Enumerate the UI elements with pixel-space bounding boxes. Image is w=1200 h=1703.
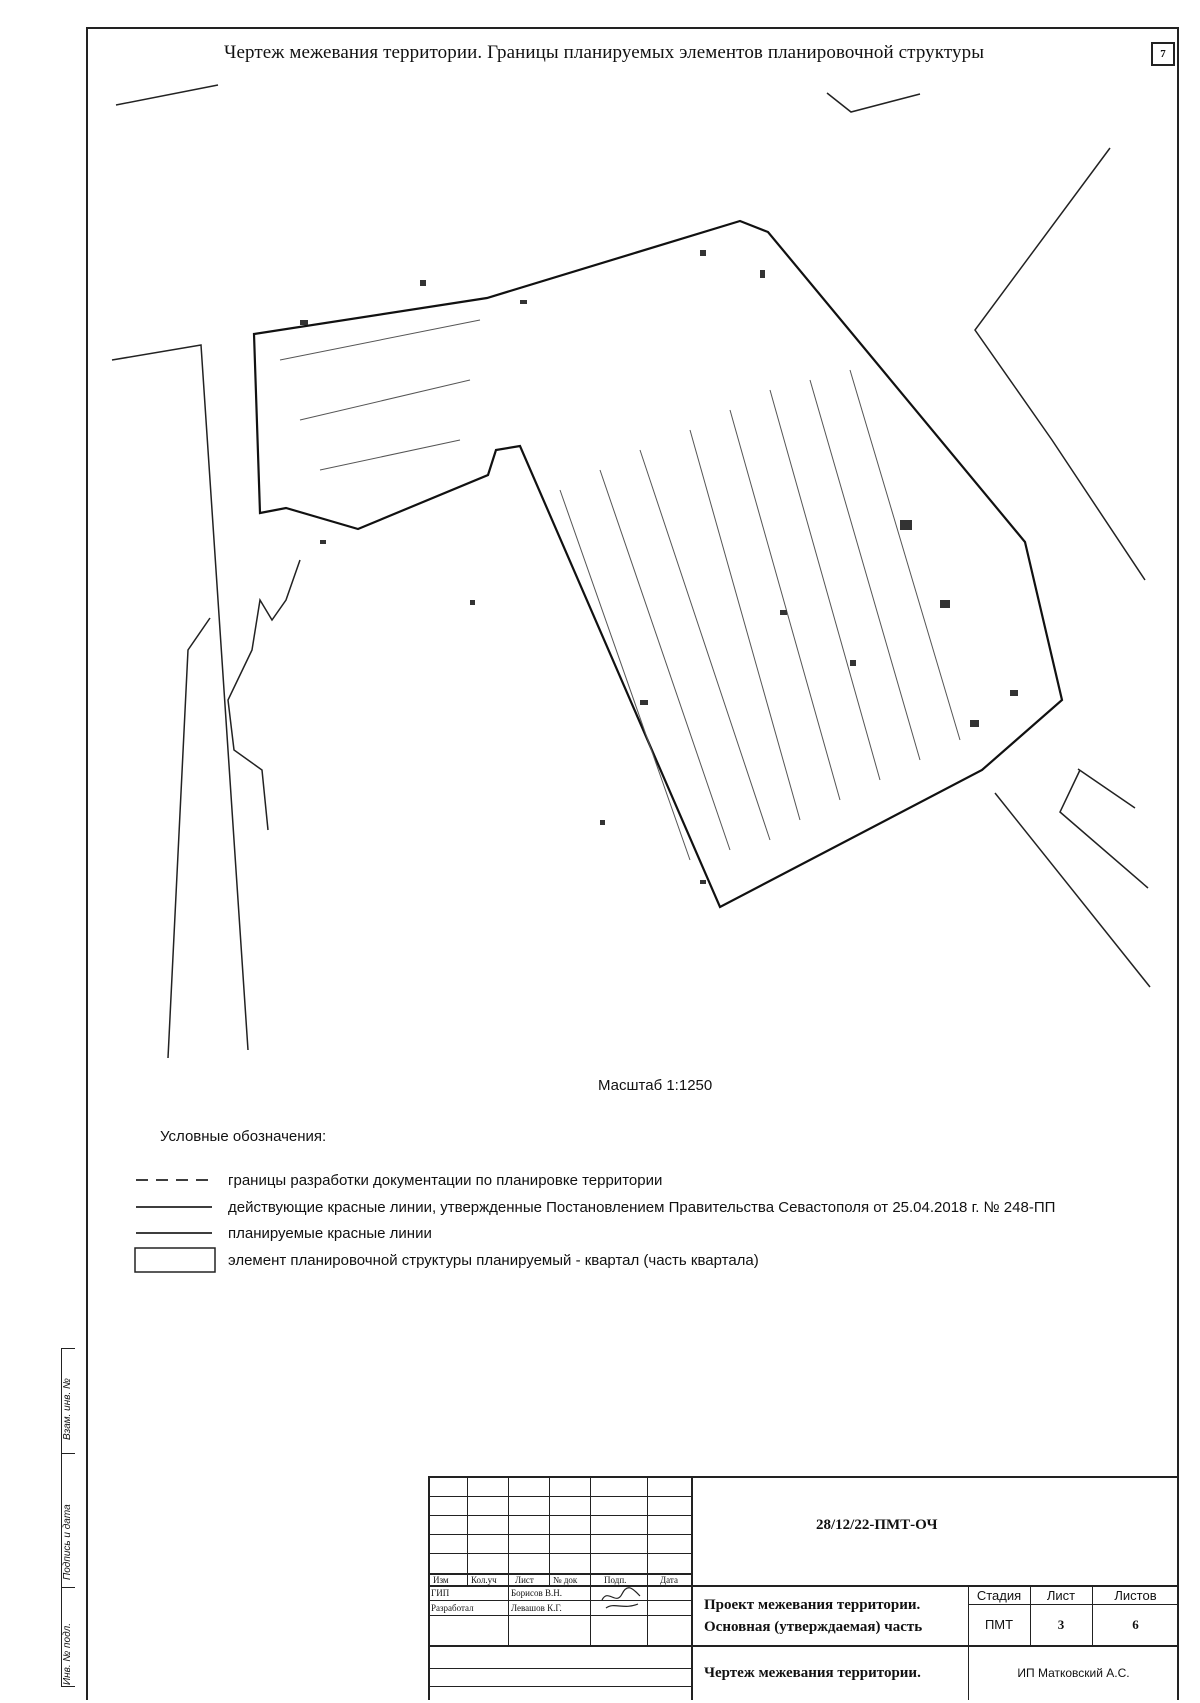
sheet-value: 3 bbox=[1057, 1617, 1065, 1632]
legend-symbol-solid-existing bbox=[134, 1201, 214, 1213]
sheet-title: Чертеж межевания территории. bbox=[704, 1665, 921, 1681]
stage-label: Стадия bbox=[976, 1588, 1022, 1603]
name-developer: Левашов К.Г. bbox=[511, 1603, 562, 1613]
project-title-line2: Основная (утверждаемая) часть bbox=[704, 1619, 923, 1635]
name-chief-engineer: Борисов В.Н. bbox=[511, 1588, 562, 1598]
header-list: Лист bbox=[515, 1575, 534, 1585]
road-edge-mid bbox=[228, 560, 300, 830]
role-chief-engineer: ГИП bbox=[431, 1588, 450, 1598]
sheets-value: 6 bbox=[1132, 1617, 1139, 1632]
side-stamp-divider bbox=[61, 1453, 75, 1454]
role-developer: Разработал bbox=[431, 1603, 474, 1613]
header-kol-uch: Кол.уч bbox=[471, 1575, 497, 1585]
road-edge-top-left bbox=[116, 85, 218, 105]
side-label-orig-inv: Инв. № подл. bbox=[62, 1622, 73, 1685]
block-boundary bbox=[254, 221, 1062, 907]
header-izm: Изм bbox=[433, 1575, 449, 1585]
drawing-title: Чертеж межевания территории. Границы планируемых элементов планировочной структуры bbox=[224, 42, 985, 63]
side-stamp-divider bbox=[61, 1587, 75, 1588]
road-edge-left-inner bbox=[168, 618, 210, 1058]
sheet-label: Лист bbox=[1046, 1588, 1076, 1603]
legend-symbol-dashed bbox=[134, 1174, 214, 1186]
road-edge-top-mid bbox=[827, 93, 920, 112]
side-label-replace-inv: Взам. инв. № bbox=[62, 1378, 73, 1440]
scale-label: Масштаб 1:1250 bbox=[598, 1077, 713, 1094]
header-date: Дата bbox=[660, 1575, 678, 1585]
road-edge-left-outer bbox=[112, 345, 248, 1050]
header-signature: Подп. bbox=[604, 1575, 627, 1585]
document-code: 28/12/22-ПМТ-ОЧ bbox=[816, 1517, 938, 1533]
sheets-label: Листов bbox=[1114, 1588, 1157, 1603]
company-name: ИП Матковский А.С. bbox=[1017, 1666, 1130, 1680]
legend-item-planned-red-lines: планируемые красные линии bbox=[228, 1225, 432, 1242]
legend-symbol-solid-planned bbox=[134, 1227, 214, 1239]
legend-heading: Условные обозначения: bbox=[160, 1128, 327, 1145]
sheet-number-box: 7 bbox=[1151, 42, 1175, 66]
road-edge-right-lower bbox=[1060, 769, 1148, 888]
legend-item-dashed: границы разработки документации по планировке территории bbox=[228, 1172, 663, 1189]
road-edge-right-upper bbox=[975, 148, 1145, 580]
legend-symbol-rectangle bbox=[134, 1247, 216, 1273]
header-doc-no: № док bbox=[553, 1575, 578, 1585]
stage-value: ПМТ bbox=[984, 1617, 1014, 1632]
side-label-signature-date: Подпись и дата bbox=[62, 1504, 73, 1580]
survey-marks bbox=[300, 250, 1018, 884]
signature-mark bbox=[598, 1586, 644, 1614]
project-title-line1: Проект межевания территории. bbox=[704, 1597, 921, 1613]
legend-item-existing-red-lines: действующие красные линии, утвержденные Постановлением Правительства Севастополя от 25.04.2018 г. № 248-ПП bbox=[228, 1199, 1056, 1216]
interior-lines bbox=[280, 320, 960, 860]
legend-item-block: элемент планировочной структуры планируемый - квартал (часть квартала) bbox=[228, 1252, 759, 1269]
